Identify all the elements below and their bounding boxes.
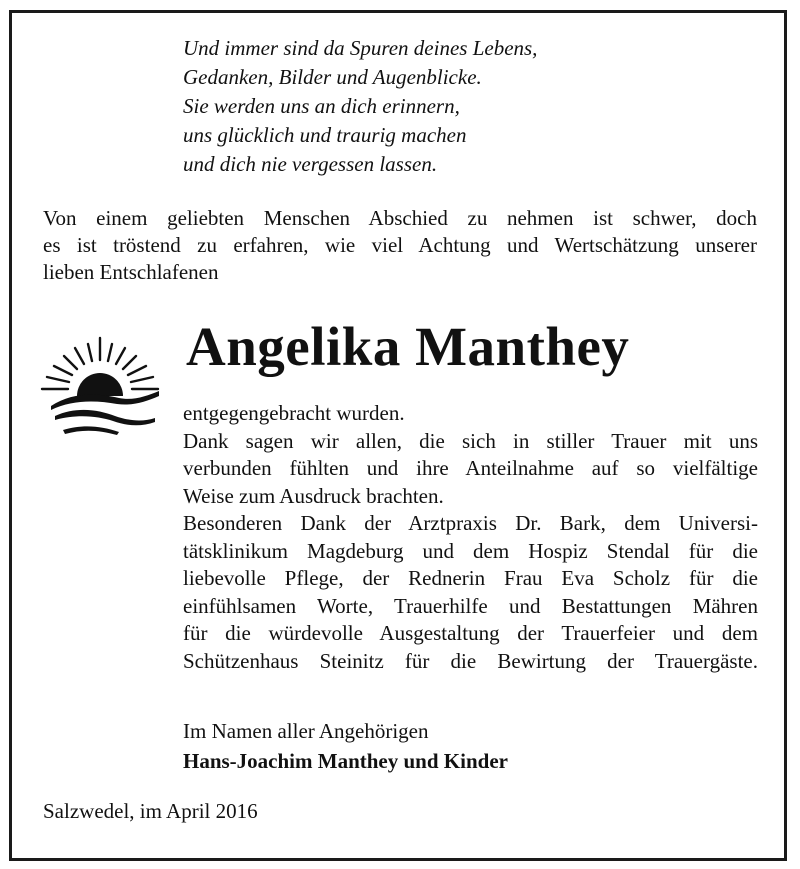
body-line: Besonderen Dank der Arztpraxis Dr. Bark, dem Universi- xyxy=(183,511,758,535)
poem-line: uns glücklich und traurig machen xyxy=(183,123,467,147)
deceased-name: Angelika Manthey xyxy=(186,316,630,377)
place-date: Salzwedel, im April 2016 xyxy=(43,799,258,823)
body-line: entgegengebracht wurden. xyxy=(183,401,405,425)
poem-line: und dich nie vergessen lassen. xyxy=(183,152,438,176)
intro-line: es ist tröstend zu erfahren, wie viel Achtung und Wertschätzung unserer xyxy=(43,233,757,257)
signature-block xyxy=(183,716,508,776)
body-line: verbunden fühlten und ihre Anteilnahme auf so vielfältige xyxy=(183,456,758,480)
intro-paragraph xyxy=(43,205,757,286)
poem-line: Gedanken, Bilder und Augenblicke. xyxy=(183,65,482,89)
intro-line: Von einem geliebten Menschen Abschied zu nehmen ist schwer, doch xyxy=(43,206,757,230)
body-line: einfühlsamen Worte, Trauerhilfe und Bestattungen Mähren xyxy=(183,593,758,618)
poem-line: Sie werden uns an dich erinnern, xyxy=(183,94,460,118)
body-line: Dank sagen wir allen, die sich in stiller Trauer mit uns xyxy=(183,428,758,453)
signature-family: Hans-Joachim Manthey und Kinder xyxy=(183,749,508,773)
body-line: liebevolle Pflege, der Rednerin Frau Eva Scholz für die xyxy=(183,566,758,590)
signature-intro: Im Namen aller Angehörigen xyxy=(183,719,429,743)
intro-line: lieben Entschlafenen xyxy=(43,260,219,284)
body-line: Schützenhaus Steinitz für die Bewirtung der Trauergäste. xyxy=(183,648,758,673)
thanks-paragraph xyxy=(183,400,758,675)
poem-line: Und immer sind da Spuren deines Lebens, xyxy=(183,36,538,60)
memorial-poem xyxy=(183,34,537,179)
body-line: tätsklinikum Magdeburg und dem Hospiz Stendal für die xyxy=(183,538,758,563)
body-line: Weise zum Ausdruck brachten. xyxy=(183,483,444,508)
body-line: für die würdevolle Ausgestaltung der Trauerfeier und dem xyxy=(183,621,758,645)
sunset-over-hills-icon xyxy=(37,336,163,440)
